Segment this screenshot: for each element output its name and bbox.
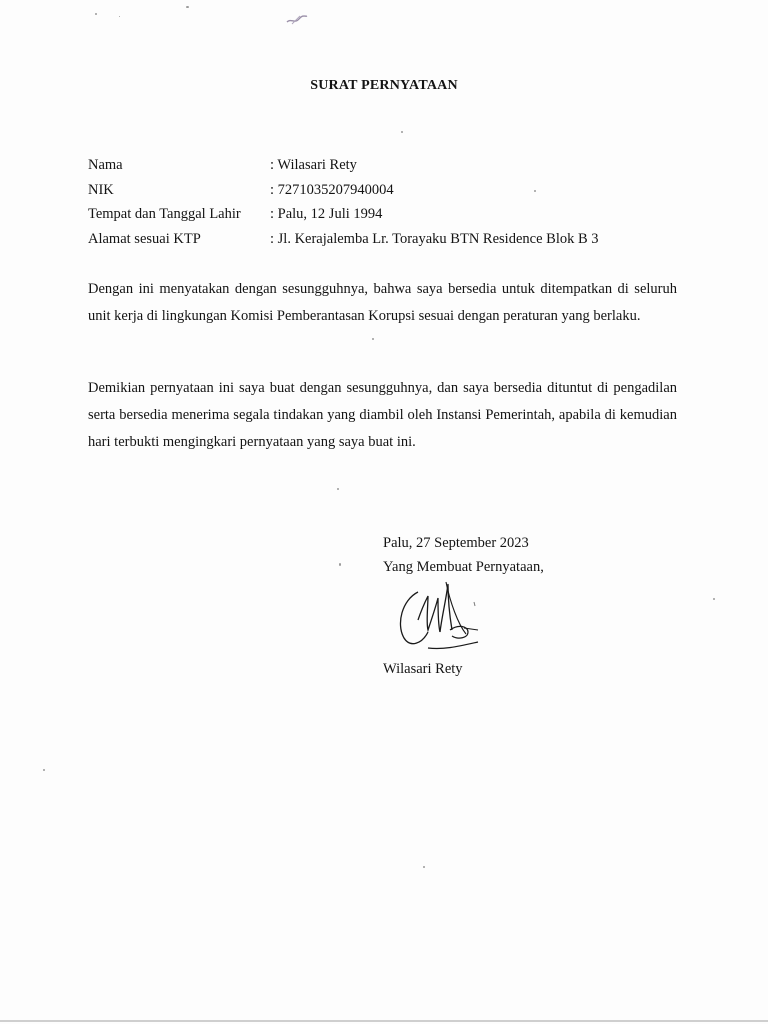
identity-row-nama [88,155,599,180]
scan-speck [423,866,425,868]
identity-row-address [88,229,599,254]
signer-name: Wilasari Rety [383,661,463,677]
scan-speck [713,598,715,600]
statement-paragraph: Dengan ini menyatakan dengan sesungguhnya, bahwa saya bersedia untuk ditempatkan di seluruh unit kerja di lingkungan Komisi Pemberantasan Korupsi sesuai dengan peraturan yang berlaku. [88,281,677,324]
identity-value: : 7271035207940004 [270,181,394,198]
identity-label: Tempat dan Tanggal Lahir [88,206,241,222]
place-date: Palu, 27 September 2023 [383,535,529,551]
pen-mark [286,14,308,26]
identity-value: : Jl. Kerajalemba Lr. Torayaku BTN Residence Blok B 3 [270,230,599,247]
scan-speck [43,769,45,771]
scan-edge-line [0,1020,768,1022]
identity-row-birth [88,204,599,229]
identity-table [88,155,599,253]
identity-value: : Palu, 12 Juli 1994 [270,206,383,222]
scan-speck [119,16,120,17]
scan-speck [337,488,339,490]
closing-paragraph: Demikian pernyataan ini saya buat dengan sesungguhnya, dan saya bersedia dituntut di pengadilan serta bersedia menerima segala tindakan yang diambil oleh Instansi Pemerintah, apabila di kemudian hari terbukti mengingkari pernyataan yang saya buat ini. [88,380,677,450]
scan-speck [186,6,189,8]
signer-role: Yang Membuat Pernyataan, [383,559,544,575]
scan-speck [95,13,97,15]
document-title: SURAT PERNYATAAN [310,78,458,93]
identity-row-nik [88,180,599,205]
identity-label: Nama [88,157,123,173]
scan-speck [401,131,403,133]
identity-label: NIK [88,181,114,198]
handwritten-signature [388,572,488,658]
scan-speck [339,563,341,566]
identity-label: Alamat sesuai KTP [88,230,201,247]
identity-value: : Wilasari Rety [270,157,357,173]
scan-speck [372,338,374,340]
